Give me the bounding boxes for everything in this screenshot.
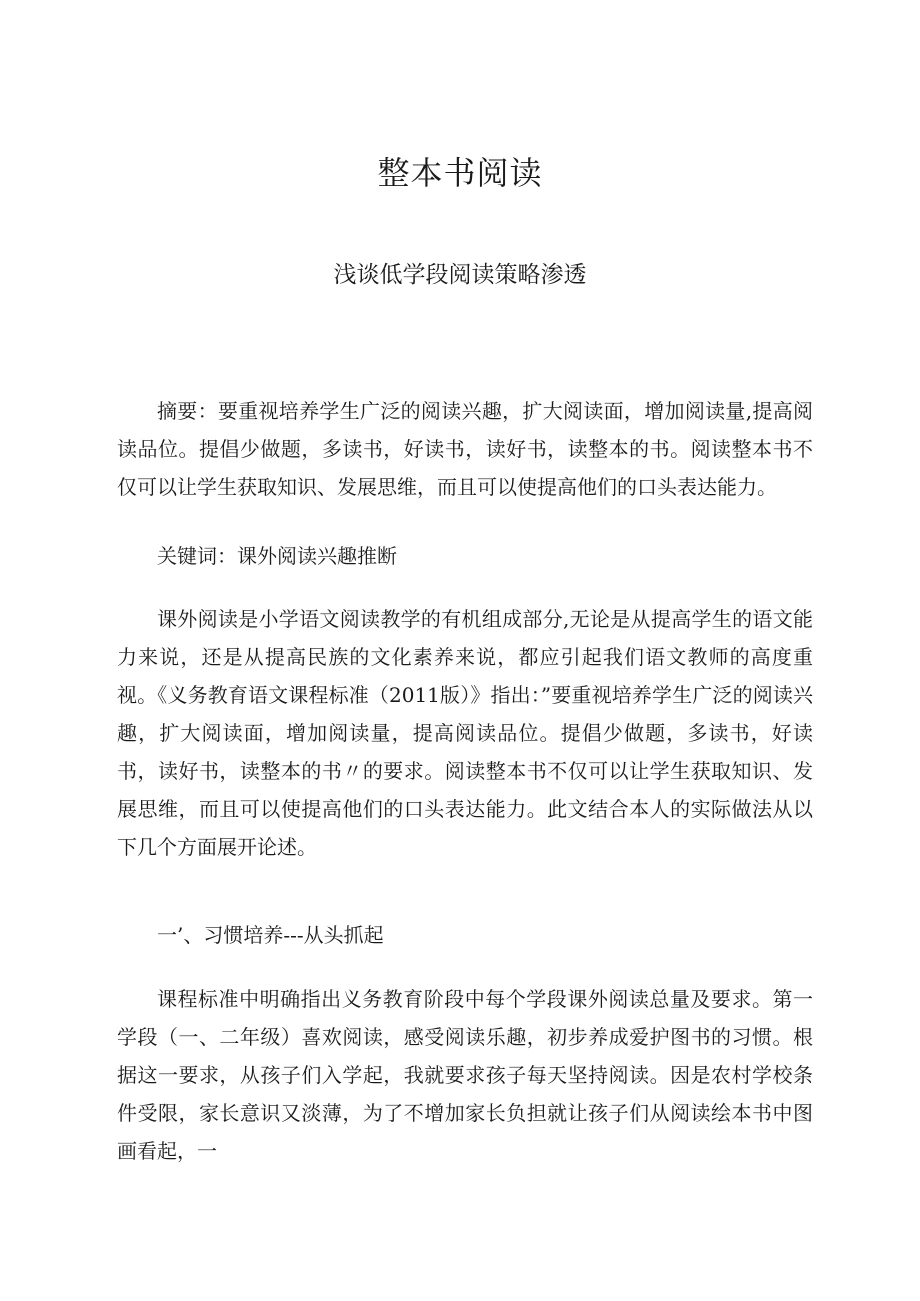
abstract-paragraph: 摘要：要重视培养学生广泛的阅读兴趣，扩大阅读面，增加阅读量,提高阅读品位。提倡少做题，多读书，好读书，读好书，读整本的书。阅读整本书不仅可以让学生获取知识、发展思维，而且可以使提高他们的口头表达能力。 bbox=[117, 399, 813, 499]
section-heading-1: 一’、习惯培养---从头抓起 bbox=[157, 923, 384, 947]
intro-paragraph: 课外阅读是小学语文阅读教学的有机组成部分,无论是从提高学生的语文能力来说，还是从提高民族的文化素养来说，都应引起我们语文教师的高度重视。《义务教育语文课程标准（2011版）》指出：”要重视培养学生广泛的阅读兴趣，扩大阅读面，增加阅读量，提高阅读品位。提倡少做题，多读书，好读书，读好书，读整本的书〃的要求。阅读整本书不仅可以让学生获取知识、发展思维，而且可以使提高他们的口头表达能力。此文结合本人的实际做法从以下几个方面展开论述。 bbox=[117, 607, 813, 859]
section-1-paragraph: 课程标准中明确指出义务教育阶段中每个学段课外阅读总量及要求。第一学段（一、二年级）喜欢阅读，感受阅读乐趣，初步养成爱护图书的习惯。根据这一要求，从孩子们入学起，我就要求孩子每天坚持阅读。因是农村学校条件受限，家长意识又淡薄，为了不增加家长负担就让孩子们从阅读绘本书中图画看起，一 bbox=[117, 987, 813, 1163]
document-title: 整本书阅读 bbox=[377, 154, 543, 192]
keywords-paragraph: 关键词：课外阅读兴趣推断 bbox=[157, 544, 397, 568]
document-subtitle: 浅谈低学段阅读策略渗透 bbox=[333, 262, 587, 288]
